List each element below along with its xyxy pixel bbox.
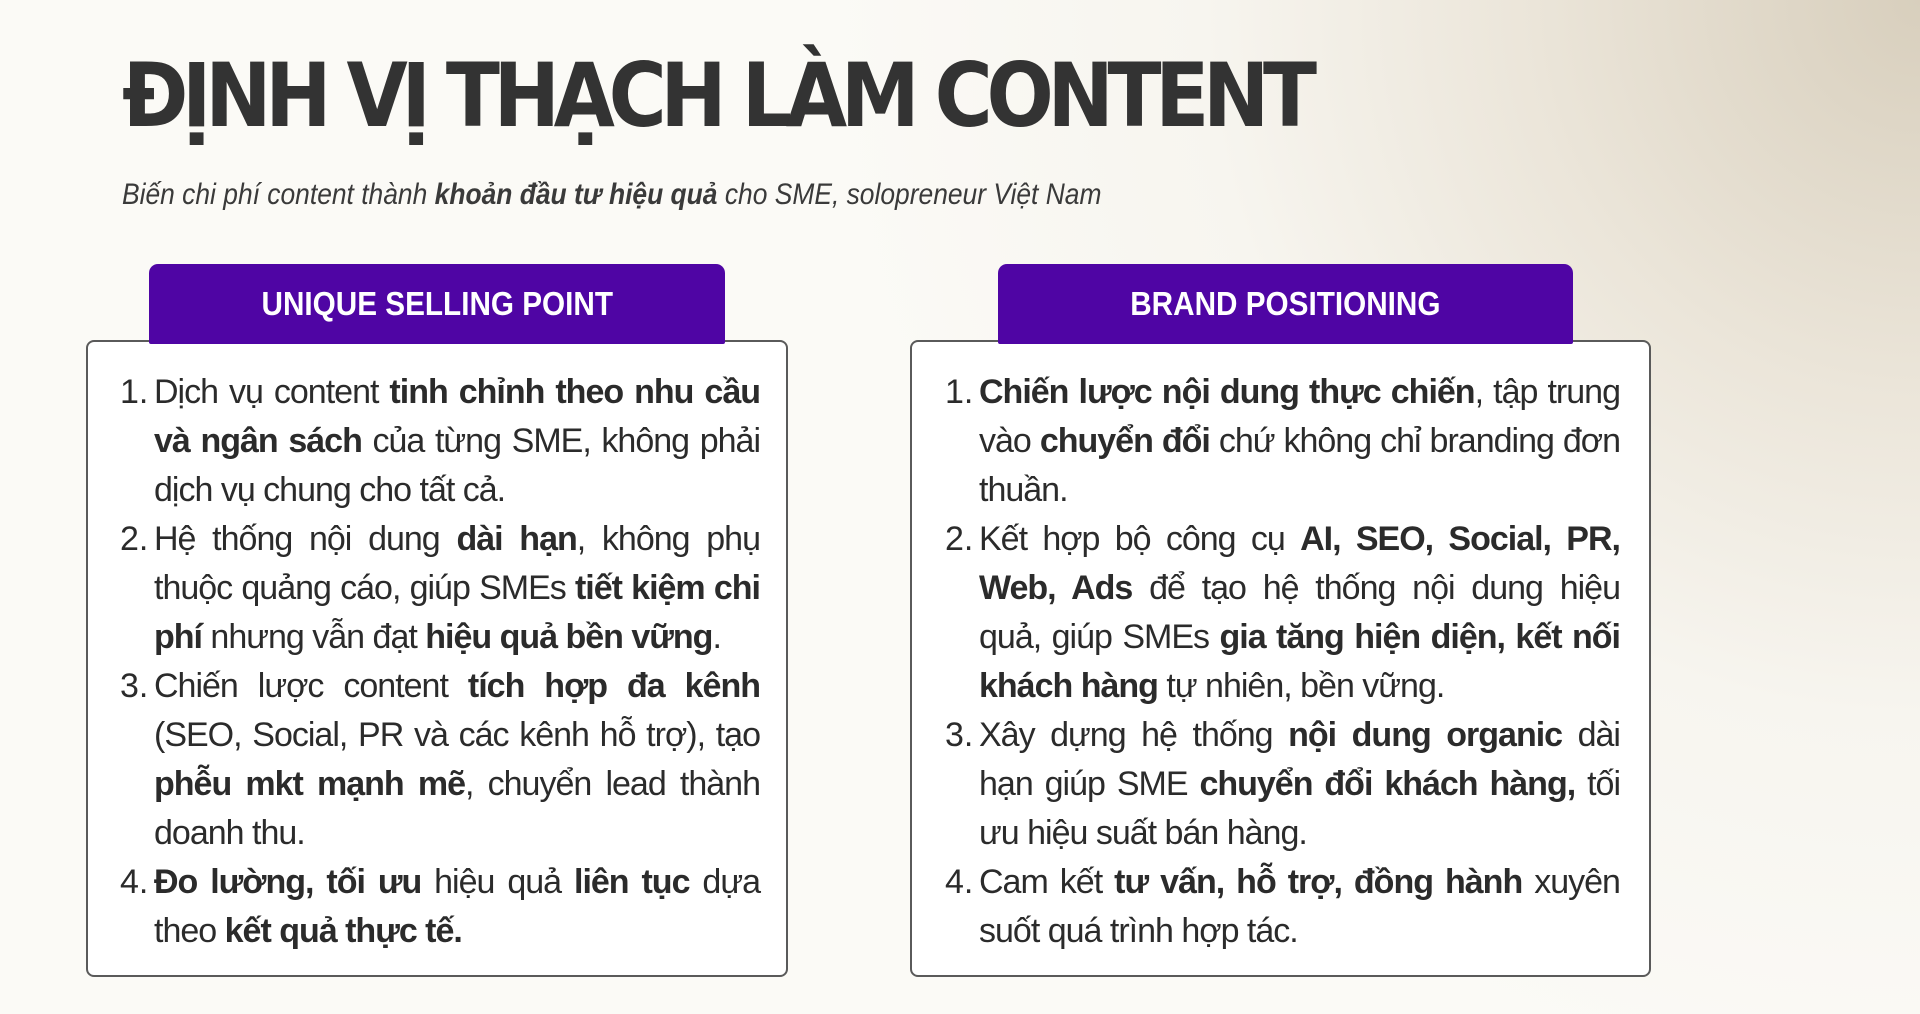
text-segment: Dịch vụ content <box>154 373 390 411</box>
text-segment-bold: chuyển đổi khách hàng, <box>1199 765 1576 803</box>
text-segment-bold: tích hợp đa kênh <box>467 667 760 705</box>
text-segment-bold: hiệu quả bền vững <box>425 618 713 656</box>
list-item-text <box>154 858 760 956</box>
text-segment: Kết hợp bộ công cụ <box>979 520 1301 558</box>
list-item-text <box>154 515 760 662</box>
brand-positioning-card-header <box>998 264 1573 344</box>
list-item <box>945 515 1620 711</box>
text-segment: hiệu quả <box>421 863 574 901</box>
text-segment: Xây dựng hệ thống <box>979 716 1289 754</box>
text-segment: , không phụ thuộc quảng cáo, giúp SMEs <box>154 520 761 607</box>
list-item-text <box>979 515 1620 711</box>
text-segment-bold: phễu mkt mạnh mẽ <box>154 765 466 803</box>
text-segment-bold: tinh chỉnh theo nhu cầu và ngân sách <box>154 373 760 460</box>
subtitle-part: Biến chi phí content thành <box>122 178 435 211</box>
text-segment: xuyên suốt quá trình hợp tác. <box>979 863 1620 950</box>
text-segment-bold: Đo lường, tối ưu <box>154 863 422 901</box>
list-item-number: 4. <box>945 863 974 901</box>
text-segment-bold: kết quả thực tế. <box>224 912 462 950</box>
list-item <box>120 662 760 858</box>
text-segment: dựa theo <box>154 863 760 950</box>
list-item-number: 3. <box>120 667 149 705</box>
brand-positioning-card-title: BRAND POSITIONING <box>1130 285 1441 322</box>
text-segment: chứ không chỉ branding đơn thuần. <box>979 422 1620 509</box>
text-segment: của từng SME, không phải dịch vụ chung cho tất cả. <box>154 422 760 509</box>
text-segment-bold: gia tăng hiện diện, kết nối khách hàng <box>979 618 1620 705</box>
page-title: ĐỊNH VỊ THẠCH LÀM CONTENT <box>122 44 1311 147</box>
text-segment-bold: chuyển đổi <box>1039 422 1210 460</box>
list-item <box>120 368 760 515</box>
list-item <box>945 711 1620 858</box>
text-segment: Hệ thống nội dung <box>154 520 457 558</box>
list-item-number: 2. <box>945 520 974 558</box>
text-segment: dài hạn giúp SME <box>979 716 1620 803</box>
text-segment: Cam kết <box>979 863 1115 901</box>
text-segment-bold: Chiến lược nội dung thực chiến <box>979 373 1475 411</box>
brand-positioning-list <box>945 368 1620 956</box>
list-item-number: 3. <box>945 716 974 754</box>
list-item-number: 2. <box>120 520 149 558</box>
list-item-number: 1. <box>120 373 149 411</box>
list-item-number: 4. <box>120 863 149 901</box>
list-item <box>945 368 1620 515</box>
subtitle-part-bold: khoản đầu tư hiệu quả <box>434 178 718 211</box>
subtitle-part: cho SME, solopreneur Việt Nam <box>717 178 1102 211</box>
usp-card-title: UNIQUE SELLING POINT <box>261 285 613 322</box>
list-item-text <box>154 368 760 515</box>
text-segment: để tạo hệ thống nội dung hiệu quả, giúp SMEs <box>979 569 1620 656</box>
text-segment: , chuyển lead thành doanh thu. <box>154 765 760 852</box>
text-segment-bold: tiết kiệm chi phí <box>154 569 760 656</box>
list-item-number: 1. <box>945 373 974 411</box>
text-segment-bold: AI, SEO, Social, PR, Web, Ads <box>979 520 1620 607</box>
list-item-text <box>979 711 1620 858</box>
text-segment: . <box>712 618 721 656</box>
list-item-text <box>979 368 1620 515</box>
page-subtitle <box>122 178 1101 212</box>
list-item-text <box>979 858 1620 956</box>
text-segment: tự nhiên, bền vững. <box>1157 667 1445 705</box>
list-item-text <box>154 662 760 858</box>
text-segment-bold: dài hạn <box>456 520 577 558</box>
usp-list <box>120 368 760 956</box>
text-segment-bold: tư vấn, hỗ trợ, đồng hành <box>1114 863 1523 901</box>
text-segment-bold: liên tục <box>574 863 690 901</box>
text-segment: tối ưu hiệu suất bán hàng. <box>979 765 1621 852</box>
list-item <box>120 515 760 662</box>
text-segment-bold: nội dung organic <box>1288 716 1563 754</box>
usp-card-header <box>149 264 725 344</box>
list-item <box>945 858 1620 956</box>
text-segment: , tập trung vào <box>979 373 1620 460</box>
list-item <box>120 858 760 956</box>
text-segment: Chiến lược content <box>154 667 468 705</box>
text-segment: nhưng vẫn đạt <box>201 618 426 656</box>
text-segment: (SEO, Social, PR và các kênh hỗ trợ), tạo <box>154 716 760 754</box>
